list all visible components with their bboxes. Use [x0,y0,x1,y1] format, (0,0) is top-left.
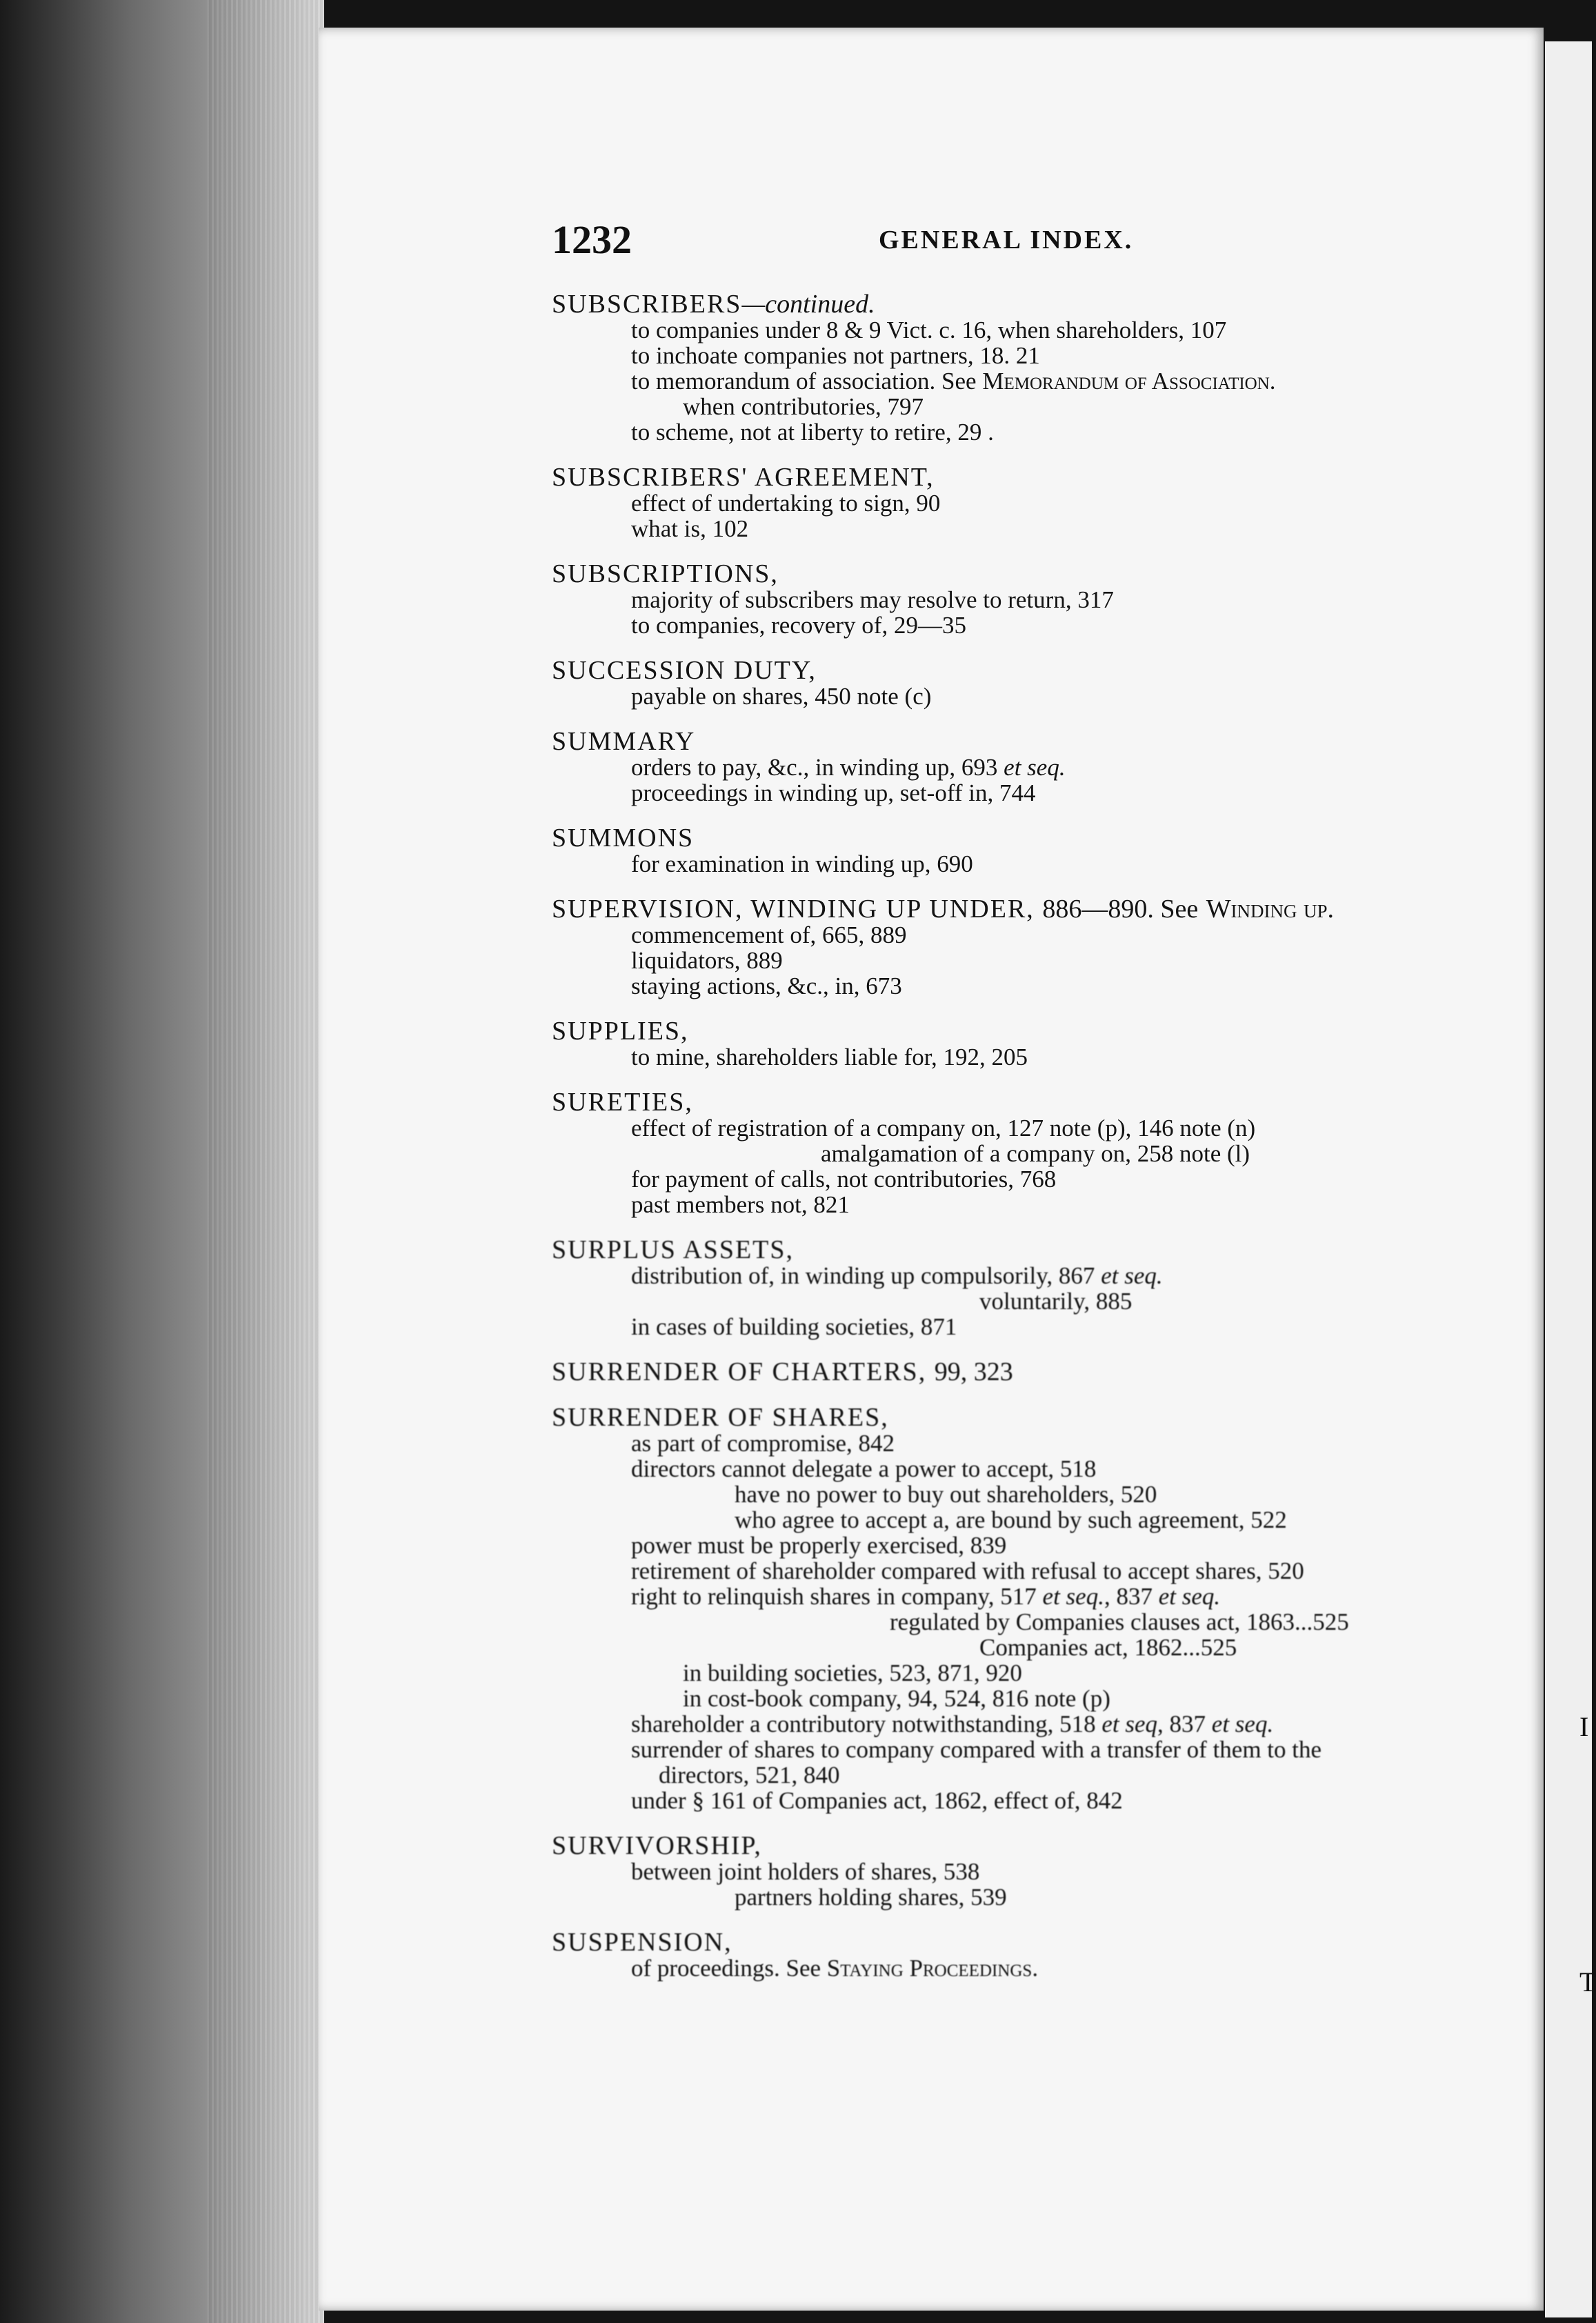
sub-entry-text: to memorandum of association. See [631,368,977,395]
sub-entry [552,1762,1538,1788]
running-head: GENERAL INDEX. [879,226,1134,255]
sub-entry-text: when contributories, 797 [683,393,924,420]
index-entry [552,1237,1538,1339]
sub-entry [552,1788,1538,1813]
index-entry [552,1833,1538,1910]
sub-entry-text: in cases of building societies, 871 [631,1313,957,1340]
sub-entry-text: to inchoate companies not partners, 18. 21 [631,342,1040,369]
heading-text: SURPLUS ASSETS, [552,1235,795,1264]
sub-entry [552,780,1538,806]
sub-entry-text: in building societies, 523, 871, 920 [683,1659,1022,1686]
cross-reference: Memorandum of Association. [982,368,1276,395]
sub-entry [552,851,1538,877]
sub-entry [552,922,1538,948]
entry-heading [552,1089,1538,1115]
heading-text: SURRENDER OF CHARTERS, [552,1357,927,1386]
sub-entry [552,1141,1538,1166]
heading-continued: —continued. [741,290,875,319]
sub-entry [552,1711,1538,1737]
heading-text: SUBSCRIBERS [552,290,742,319]
sub-entry [552,1584,1538,1609]
sub-entry-text: Companies act, 1862...525 [979,1634,1237,1661]
sub-entry-text: in cost-book company, 94, 524, 816 note (p) [683,1685,1110,1712]
sub-entry-text: power must be properly exercised, 839 [631,1532,1007,1559]
sub-entry [552,1288,1538,1314]
facing-page-letter: T [1579,1966,1596,1997]
heading-text: SURRENDER OF SHARES, [552,1403,889,1432]
sub-entry-text: to companies under 8 & 9 Vict. c. 16, when shareholders, 107 [631,317,1227,343]
sub-entry [552,973,1538,999]
sub-entry-text-after: , 837 [1104,1583,1153,1610]
sub-entry-text: distribution of, in winding up compulsorily, 867 [631,1262,1095,1289]
index-entry [552,1404,1538,1813]
sub-entry [552,1482,1538,1507]
entry-heading [552,464,1538,490]
sub-entry [552,1044,1538,1070]
entry-heading [552,825,1538,851]
sub-entry [552,419,1538,445]
page-header [552,217,1173,265]
sub-entry-et-seq: et seq. [1211,1711,1274,1737]
sub-entry-text: liquidators, 889 [631,947,783,974]
sub-entry [552,1884,1538,1910]
index-entry [552,291,1538,445]
heading-text: SURETIES, [552,1088,693,1117]
index-entry [552,1359,1538,1385]
sub-entry [552,1115,1538,1141]
sub-entry-text: regulated by Companies clauses act, 1863...525 [890,1608,1349,1635]
sub-entry [552,1737,1538,1762]
cross-reference: Winding up. [1206,895,1335,924]
index-entry [552,1929,1538,1981]
sub-entry [552,1456,1538,1482]
sub-entry-text: amalgamation of a company on, 258 note (l) [821,1140,1250,1167]
sub-entry [552,1859,1538,1884]
entry-heading [552,1359,1538,1385]
sub-entry-text: who agree to accept a, are bound by such agreement, 522 [735,1506,1287,1533]
sub-entry [552,612,1538,638]
sub-entry-text: have no power to buy out shareholders, 520 [735,1481,1157,1508]
entry-heading [552,728,1538,755]
sub-entry [552,343,1538,368]
entry-heading [552,561,1538,587]
sub-entry-text: of proceedings. See [631,1955,821,1982]
sub-entry [552,516,1538,541]
sub-entry [552,1507,1538,1533]
entry-heading [552,896,1538,922]
index-entry [552,657,1538,709]
index-entry [552,1089,1538,1217]
sub-entry-text: for examination in winding up, 690 [631,850,973,877]
sub-entry [552,1660,1538,1686]
index-entry [552,464,1538,541]
sub-entry-text: past members not, 821 [631,1191,850,1218]
sub-entry-text: voluntarily, 885 [979,1288,1133,1315]
sub-entry-text-after: , 837 [1157,1711,1206,1737]
page-edges [207,0,324,2323]
sub-entry-text: effect of registration of a company on, 127 note (p), 146 note (n) [631,1115,1256,1141]
heading-text: SUBSCRIPTIONS, [552,559,779,588]
sub-entry [552,587,1538,612]
sub-entry-et-seq: et seq [1101,1711,1158,1737]
index-entry [552,896,1538,999]
sub-entry [552,684,1538,709]
sub-entry [552,368,1538,394]
entry-heading [552,1404,1538,1430]
sub-entry [552,948,1538,973]
sub-entry-text: staying actions, &c., in, 673 [631,973,902,999]
sub-entry [552,394,1538,419]
sub-entry-text: directors, 521, 840 [659,1762,840,1788]
entry-heading [552,1018,1538,1044]
sub-entry-et-seq: et seq. [1158,1583,1221,1610]
heading-text: SUSPENSION, [552,1928,732,1957]
heading-pages: 886—890. See [1042,895,1199,924]
sub-entry-text: surrender of shares to company compared with a transfer of them to the [631,1736,1322,1763]
sub-entry-text: shareholder a contributory notwithstanding, 518 [631,1711,1096,1737]
index-entries [552,291,1538,2000]
index-entry [552,561,1538,638]
cross-reference: Staying Proceedings. [826,1955,1039,1982]
heading-text: SURVIVORSHIP, [552,1831,762,1860]
heading-text: SUBSCRIBERS' AGREEMENT, [552,463,935,492]
sub-entry [552,755,1538,780]
entry-heading [552,1237,1538,1263]
sub-entry [552,1609,1538,1635]
sub-entry-text: between joint holders of shares, 538 [631,1858,980,1885]
sub-entry-text: to scheme, not at liberty to retire, 29 . [631,419,994,446]
facing-page-letter: I [1579,1711,1589,1742]
sub-entry-text: partners holding shares, 539 [735,1884,1007,1911]
sub-entry [552,1314,1538,1339]
sub-entry-et-seq: et seq. [1042,1583,1104,1610]
heading-pages: 99, 323 [934,1357,1013,1386]
sub-entry-text: payable on shares, 450 note (c) [631,683,932,710]
sub-entry-text: under § 161 of Companies act, 1862, effect of, 842 [631,1787,1123,1814]
heading-text: SUCCESSION DUTY, [552,656,817,685]
entry-heading [552,291,1538,317]
sub-entry-text: effect of undertaking to sign, 90 [631,490,941,517]
heading-text: SUPPLIES, [552,1017,689,1046]
index-entry [552,825,1538,877]
sub-entry [552,1192,1538,1217]
index-entry [552,1018,1538,1070]
sub-entry-et-seq: et seq. [1101,1262,1163,1289]
sub-entry-text: commencement of, 665, 889 [631,921,907,948]
sub-entry [552,1558,1538,1584]
sub-entry-text: to mine, shareholders liable for, 192, 205 [631,1044,1028,1070]
sub-entry [552,1686,1538,1711]
sub-entry-text: orders to pay, &c., in winding up, 693 [631,754,998,781]
heading-text: SUMMARY [552,727,696,756]
sub-entry-text: to companies, recovery of, 29—35 [631,612,966,639]
sub-entry [552,490,1538,516]
entry-heading [552,1833,1538,1859]
sub-entry-text: proceedings in winding up, set-off in, 744 [631,779,1036,806]
sub-entry [552,1955,1538,1981]
entry-heading [552,657,1538,684]
sub-entry-text: majority of subscribers may resolve to return, 317 [631,586,1114,613]
sub-entry-text: as part of compromise, 842 [631,1430,895,1457]
sub-entry [552,1430,1538,1456]
sub-entry-text: right to relinquish shares in company, 517 [631,1583,1037,1610]
sub-entry [552,1166,1538,1192]
sub-entry [552,317,1538,343]
heading-text: SUMMONS [552,824,695,853]
sub-entry [552,1533,1538,1558]
sub-entry-text: retirement of shareholder compared with refusal to accept shares, 520 [631,1557,1304,1584]
sub-entry-text: what is, 102 [631,515,749,542]
entry-heading [552,1929,1538,1955]
heading-text: SUPERVISION, WINDING UP UNDER, [552,895,1035,924]
sub-entry-text: for payment of calls, not contributories, 768 [631,1166,1057,1193]
page-number: 1232 [552,217,632,262]
sub-entry-et-seq: et seq. [1004,754,1066,781]
sub-entry [552,1263,1538,1288]
index-entry [552,728,1538,806]
sub-entry [552,1635,1538,1660]
sub-entry-text: directors cannot delegate a power to accept, 518 [631,1455,1097,1482]
